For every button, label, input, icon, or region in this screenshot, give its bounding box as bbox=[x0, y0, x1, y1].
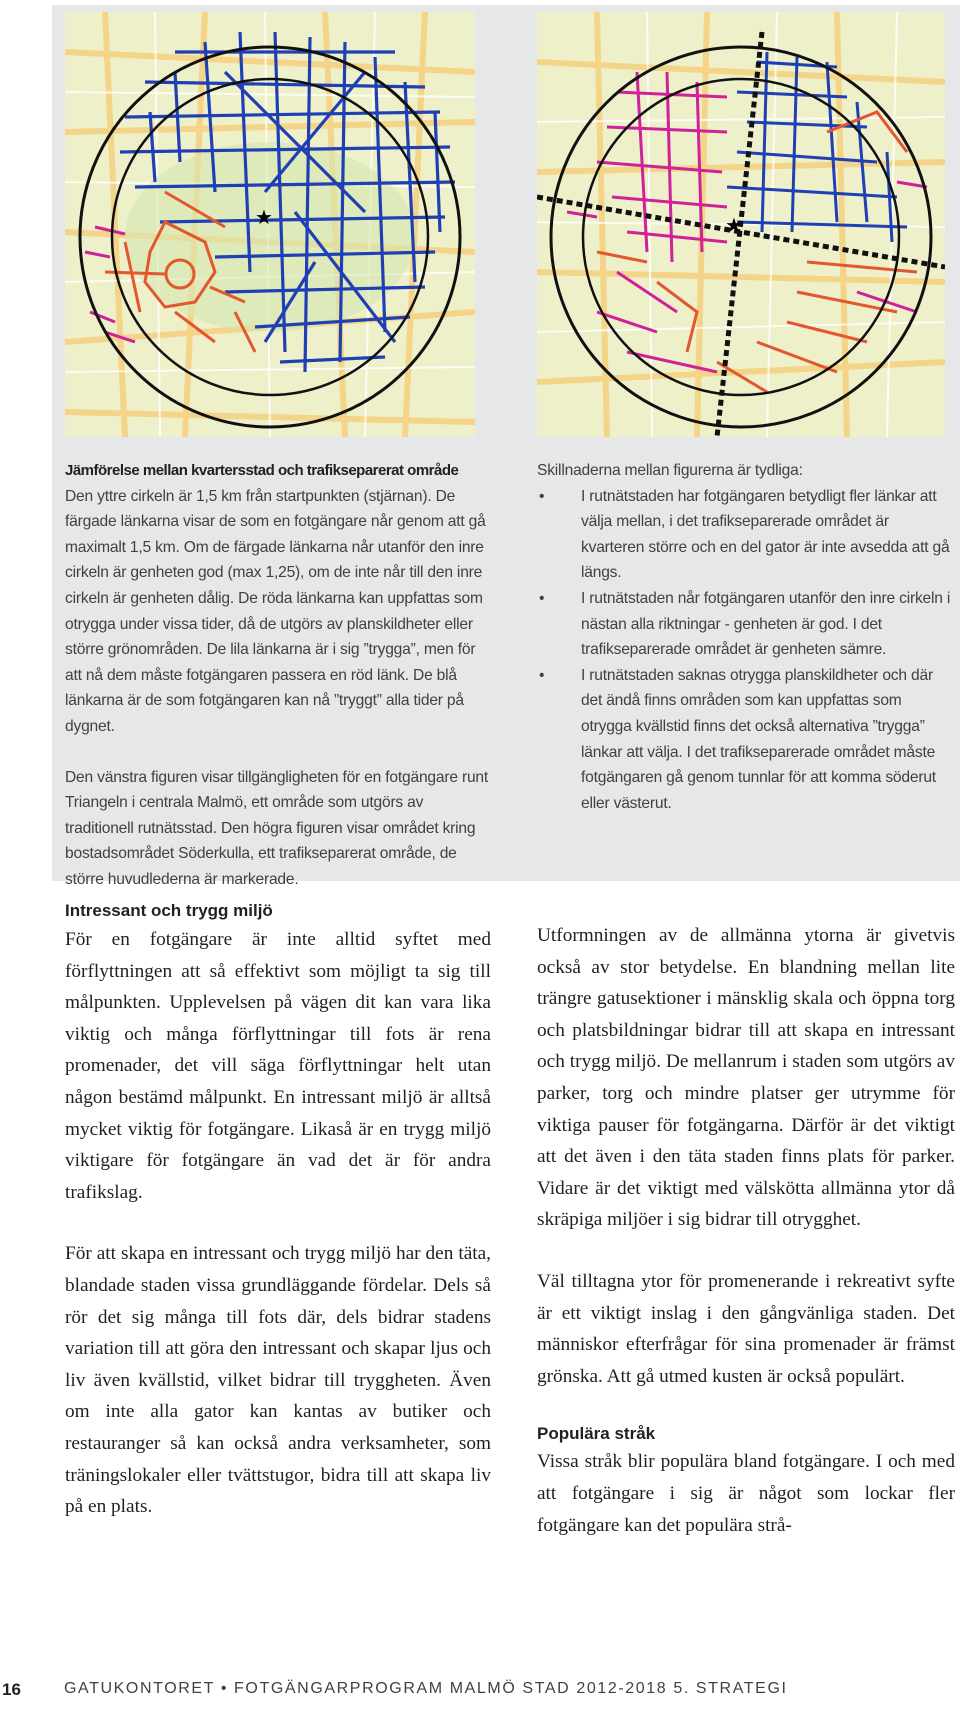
caption-paragraph: Den vänstra figuren visar tillgängligheten för en fotgängare runt Triangeln i centrala Malmö, ett område som utgörs av traditionell rutnätsstad. Den högra figuren visar området kring bostadsområdet Söderkulla, ett trafikseparerat område, de större huvudlederna är markerade. bbox=[65, 768, 489, 888]
body-paragraph: Vissa stråk blir populära bland fotgängare. I och med att fotgängare i sig är något som lockar fler fotgängare kan det populära strå- bbox=[537, 1451, 955, 1536]
map-triangeln bbox=[65, 12, 475, 437]
page-footer bbox=[0, 1680, 960, 1720]
caption-left bbox=[65, 458, 495, 893]
body-column-left bbox=[65, 901, 491, 1523]
caption-title: Jämförelse mellan kvartersstad och trafikseparerat område bbox=[65, 462, 459, 479]
map-triangeln-graphic bbox=[65, 12, 475, 437]
body-column-right bbox=[537, 920, 955, 1541]
section-heading: Intressant och trygg miljö bbox=[65, 901, 273, 920]
body-paragraph: Väl tilltagna ytor för promenerande i rekreativt syfte är ett viktigt inslag i den gångvänliga staden. Det människor efterfrågar för sina promenader är främst grönska. Att gå utmed kusten är också populärt. bbox=[537, 1270, 955, 1387]
body-paragraph: Utformningen av de allmänna ytorna är givetvis också av stor betydelse. En blandning mellan lite trängre gatusektioner i mänsklig skala och öppna torg och platsbildningar bidrar till att skapa en intressant och trygg miljö. De mellanrum i staden som utgörs av parker, torg och mindre platser ger utrymme för viktiga pauser för fotgängarna. Därför är det viktigt att det även i den täta staden finns plats för parker. Vidare är det viktigt med välskötta allmänna ytor då skräpiga miljöer i sig bidrar till otrygghet. bbox=[537, 925, 955, 1231]
caption-bullet: • I rutnätstaden når fotgängaren utanför den inre cirkeln i nästan alla riktningar - genheten är god. I det trafikseparerade området är genheten sämre. bbox=[537, 586, 955, 663]
map-soderkulla-graphic bbox=[537, 12, 945, 437]
caption-intro: Skillnaderna mellan figurerna är tydliga: bbox=[537, 462, 803, 479]
body-paragraph: För en fotgängare är inte alltid syftet med förflyttningen att så effektivt som möjligt ta sig till målpunkten. Upplevelsen på vägen dit kan vara lika viktig och många förflyttningar till fots är rena promenader, det vill säga förflyttningar helt utan någon bestämd målpunkt. En intressant miljö är alltså mycket viktig för fotgängare. Likaså är en trygg miljö viktigare för fotgängare än vad det är för andra trafikslag. bbox=[65, 929, 491, 1203]
caption-bullet: • I rutnätstaden saknas otrygga planskildheter och där det ändå finns områden som kan uppfattas som otrygga kvällstid finns det också alternativa ”trygga” länkar att välja. I det trafikseparerade området måste fotgängaren gå genom tunnlar för att komma söderut eller västerut. bbox=[537, 663, 955, 817]
body-paragraph: För att skapa en intressant och trygg miljö har den täta, blandade staden vissa grundläggande fördelar. Dels så rör det sig många till fots där, dels bidrar stadens variation till att göra den intressant och skapar ljus och liv även kvällstid, vilket bidrar till tryggheten. Även om inte alla gator kan kantas av butiker och restauranger så kan också andra verksamheter, som träningslokaler eller tvättstugor, bidra till att skapa liv på en plats. bbox=[65, 1243, 491, 1518]
svg-text:★: ★ bbox=[255, 207, 273, 229]
caption-paragraph: Den yttre cirkeln är 1,5 km från startpunkten (stjärnan). De färgade länkarna visar de som en fotgängare når genom att gå maximalt 1,5 km. Om de färgade länkarna når utanför den inre cirkeln är genheten god (max 1,25), om de inte når till den inre cirkeln är genheten dålig. De röda länkarna kan uppfattas som otrygga under vissa tider, då de utgörs av planskildheter eller större grönområden. De lila länkarna är i sig ”trygga”, men för att nå dem måste fotgängaren passera en röd länk. De blå länkarna är de som fotgängaren kan nå ”tryggt” alla tider på dygnet. bbox=[65, 487, 486, 735]
svg-text:★: ★ bbox=[725, 215, 743, 237]
map-soderkulla bbox=[537, 12, 945, 437]
caption-bullet: • I rutnätstaden har fotgängaren betydligt fler länkar att välja mellan, i det trafikseparerade området är kvarteren större och en del gator är inte avsedda att gå längs. bbox=[537, 484, 955, 586]
page-number: 16 bbox=[2, 1680, 21, 1699]
section-heading: Populära stråk bbox=[537, 1424, 656, 1444]
caption-bullet-list bbox=[537, 484, 955, 817]
footer-text: GATUKONTORET • FOTGÄNGARPROGRAM MALMÖ STAD 2012-2018 5. STRATEGI bbox=[64, 1680, 788, 1697]
caption-right bbox=[537, 458, 955, 816]
